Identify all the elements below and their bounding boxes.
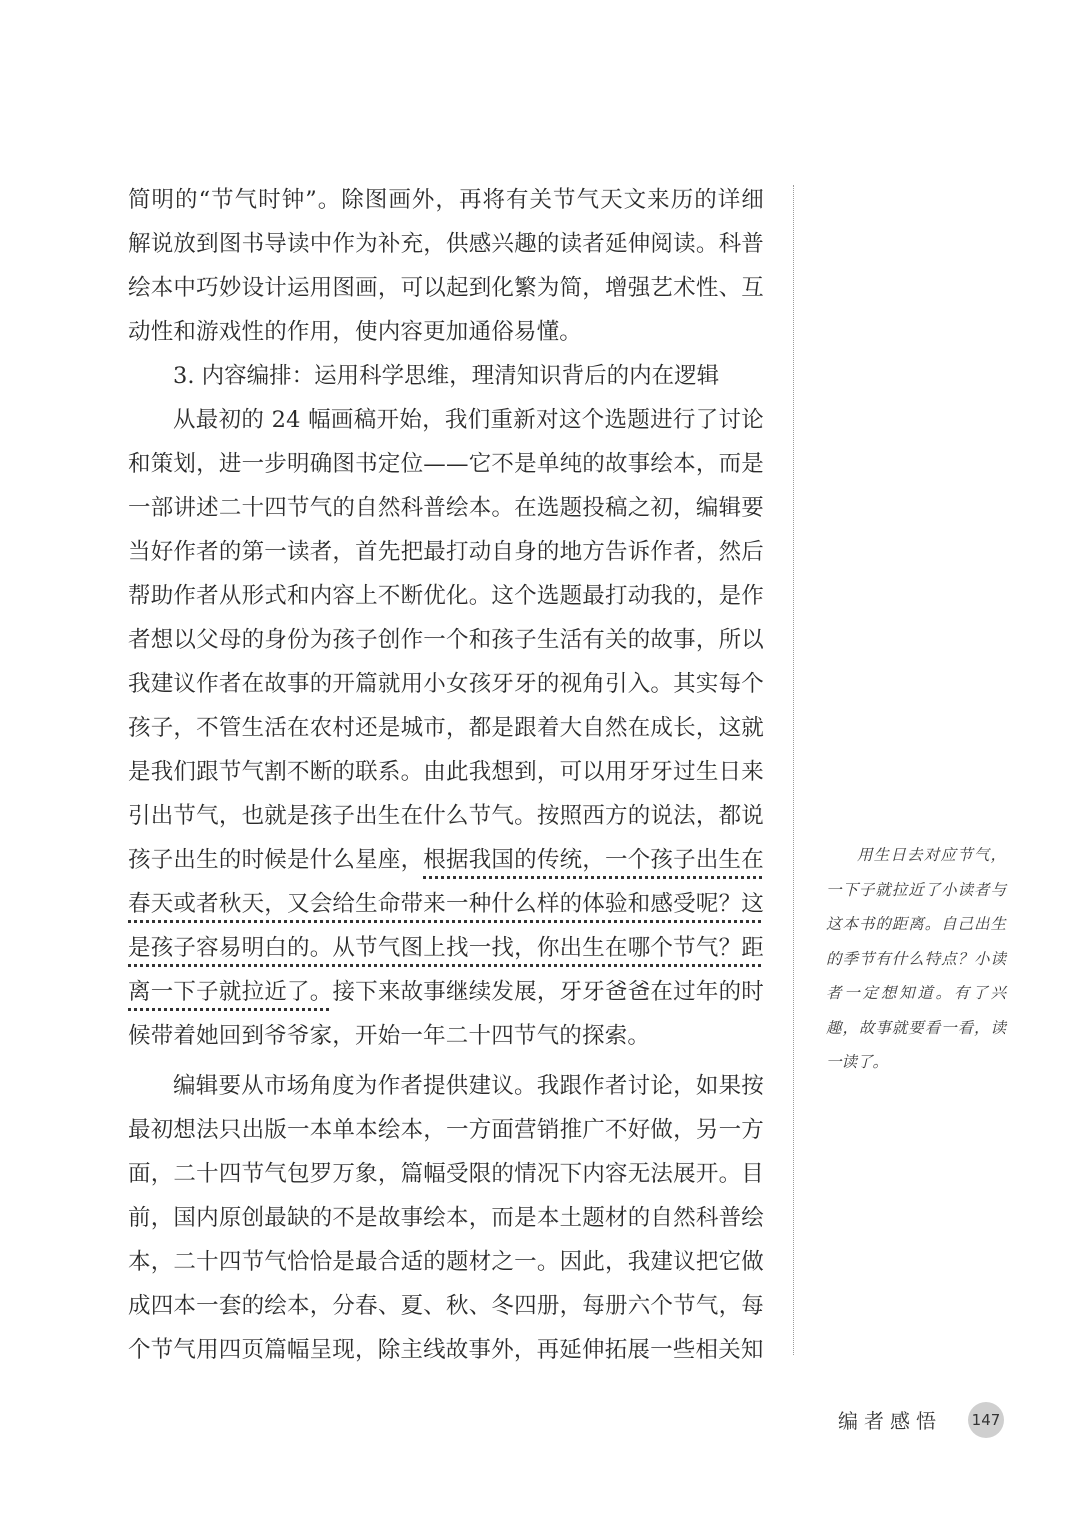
paragraph-2-emphasis: 根据我国的传统，一个孩子出生在春天或者秋天，又会给生命带来一种什么样的体验和感受呢？这是孩子容易明白的。从节气图上找一找，你出生在哪个节气？距离一下子就拉近了。 bbox=[128, 847, 764, 1005]
paragraph-2-text-start: 从最初的 24 幅画稿开始，我们重新对这个选题进行了讨论和策划，进一步明确图书定位——它不是单纯的故事绘本，而是一部讲述二十四节气的自然科普绘本。在选题投稿之初，编辑要当好作者的第一读者，首先把最打动自身的地方告诉作者，然后帮助作者从形式和内容上不断优化。这个选题最打动我的，是作者想以父母的身份为孩子创作一个和孩子生活有关的故事，所以我建议作者在故事的开篇就用小女孩牙牙的视角引入。其实每个孩子，不管生活在农村还是城市，都是跟着大自然在成长，这就是我们跟节气割不断的联系。由此我想到，可以用牙牙过生日来引出节气，也就是孩子出生在什么节气。按照西方的说法，都说孩子出生的时候是什么星座， bbox=[128, 407, 764, 873]
margin-divider bbox=[793, 185, 794, 1355]
paragraph-2-text-end: 接下来故事继续发展，牙牙爸爸在过年的时候带着她回到爷爷家，开始一年二十四节气的探索。 bbox=[128, 979, 764, 1049]
section-title: 编者感悟 bbox=[838, 1409, 942, 1433]
main-text-column bbox=[128, 178, 764, 1372]
margin-annotation: 用生日去对应节气，一下子就拉近了小读者与这本书的距离。自己出生的季节有什么特点？小读者一定想知道。有了兴趣，故事就要看一看，读一读了。 bbox=[826, 846, 1006, 1071]
paragraph-3: 编辑要从市场角度为作者提供建议。我跟作者讨论，如果按最初想法只出版一本单本绘本，一方面营销推广不好做，另一方面，二十四节气包罗万象，篇幅受限的情况下内容无法展开。目前，国内原创最缺的不是故事绘本，而是本土题材的自然科普绘本，二十四节气恰恰是最合适的题材之一。因此，我建议把它做成四本一套的绘本，分春、夏、秋、冬四册，每册六个节气，每个节气用四页篇幅呈现，除主线故事外，再延伸拓展一些相关知 bbox=[128, 1073, 764, 1363]
page-number-badge: 147 bbox=[968, 1402, 1004, 1438]
paragraph-1: 简明的“节气时钟”。除图画外，再将有关节气天文来历的详细解说放到图书导读中作为补充，供感兴趣的读者延伸阅读。科普绘本中巧妙设计运用图画，可以起到化繁为简，增强艺术性、互动性和游戏性的作用，使内容更加通俗易懂。 bbox=[128, 187, 764, 345]
section-heading: 3. 内容编排：运用科学思维，理清知识背后的内在逻辑 bbox=[173, 363, 720, 389]
paragraph-2 bbox=[128, 398, 764, 1058]
